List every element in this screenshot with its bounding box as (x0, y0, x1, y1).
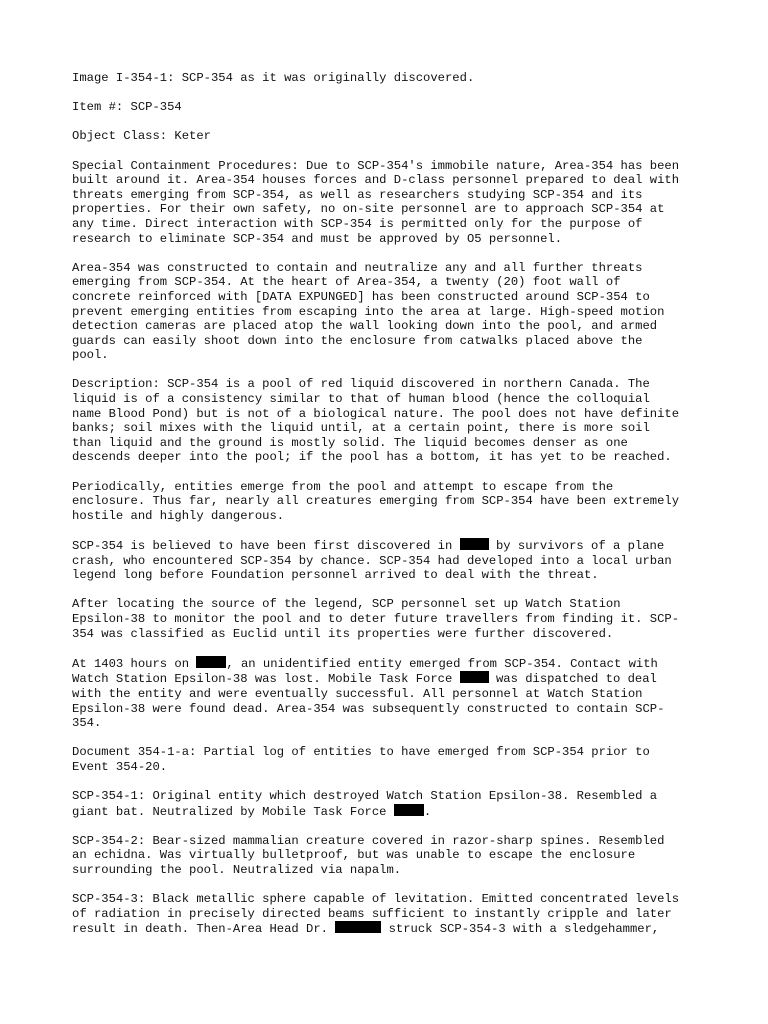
text-line: enclosure. Thus far, nearly all creatures emerging from SCP-354 have been extremely (72, 494, 680, 509)
text-line: Special Containment Procedures: Due to SCP-354's immobile nature, Area-354 has been (72, 158, 680, 173)
text-line: SCP-354-1: Original entity which destroyed Watch Station Epsilon-38. Resembled a (72, 789, 658, 804)
text-line: Event 354-20. (72, 759, 168, 774)
text-line: of radiation in precisely directed beams sufficient to instantly cripple and later (72, 906, 672, 921)
text-line: banks; soil mixes with the liquid until, at a certain point, there is more soil (72, 421, 650, 436)
image-caption-text: Image I-354-1: SCP-354 as it was originally discovered. (72, 71, 475, 85)
text-line: research to eliminate SCP-354 and must be approved by O5 personnel. (72, 231, 563, 246)
text-line: legend long before Foundation personnel arrived to deal with the threat. (72, 568, 599, 583)
description-paragraph (72, 377, 712, 465)
text-line: crash, who encountered SCP-354 by chance. SCP-354 had developed into a local urban (72, 553, 672, 568)
event-paragraph (72, 656, 712, 731)
text-line: than liquid and the ground is mostly solid. The liquid becomes denser as one (72, 435, 628, 450)
object-class (72, 129, 712, 144)
entity-3-entry (72, 892, 712, 937)
area-paragraph (72, 261, 712, 363)
image-caption (72, 71, 712, 86)
redaction-bar (460, 538, 489, 550)
text-line: Area-354 was constructed to contain and neutralize any and all further threats (72, 260, 643, 275)
text-line: Document 354-1-a: Partial log of entities to have emerged from SCP-354 prior to (72, 745, 650, 760)
text-line: built around it. Area-354 houses forces and D-class personnel prepared to deal with (72, 173, 680, 188)
text-line: After locating the source of the legend, SCP personnel set up Watch Station (72, 597, 621, 612)
text-line: name Blood Pond) but is not of a biological nature. The pool does not have definite (72, 406, 680, 421)
redaction-bar (394, 804, 424, 816)
item-number (72, 100, 712, 115)
text-line: liquid is of a consistency similar to that of human blood (hence the colloquial (72, 392, 650, 407)
text-line: guards can easily shoot down into the enclosure from catwalks placed above the (72, 333, 643, 348)
text-segment: result in death. Then-Area Head Dr. (72, 922, 336, 937)
text-line: concrete reinforced with [DATA EXPUNGED] has been constructed around SCP-354 to (72, 289, 650, 304)
text-line: Periodically, entities emerge from the pool and attempt to escape from the (72, 479, 614, 494)
text-segment: giant bat. Neutralized by Mobile Task Force (72, 804, 394, 819)
periodically-paragraph (72, 480, 712, 524)
text-line: any time. Direct interaction with SCP-354 is permitted only for the purpose of (72, 216, 643, 231)
text-line: Epsilon-38 to monitor the pool and to deter future travellers from finding it. SCP- (72, 611, 680, 626)
discovery-paragraph (72, 538, 712, 583)
text-line: detection cameras are placed atop the wall looking down into the pool, and armed (72, 319, 658, 334)
entity-1-entry (72, 789, 712, 819)
text-line: SCP-354-3: Black metallic sphere capable of levitation. Emitted concentrated levels (72, 892, 680, 907)
text-segment: , an unidentified entity emerged from SCP-354. Contact with (226, 656, 658, 671)
text-line: hostile and highly dangerous. (72, 508, 285, 523)
text-segment: by survivors of a plane (488, 539, 665, 553)
text-line: Epsilon-38 were found dead. Area-354 was subsequently constructed to contain SCP- (72, 701, 665, 716)
text-segment: At 1403 hours on (72, 656, 197, 671)
text-segment: SCP-354 is believed to have been first discovered in (72, 539, 460, 553)
watch-station-paragraph (72, 597, 712, 641)
text-line: descends deeper into the pool; if the pool has a bottom, it has yet to be reached. (72, 450, 672, 465)
redaction-bar (196, 656, 226, 668)
document-log-heading (72, 745, 712, 774)
text-line: prevent emerging entities from escaping into the area at large. High-speed motion (72, 304, 665, 319)
redaction-bar (460, 671, 489, 683)
text-line: with the entity and were eventually successful. All personnel at Watch Station (72, 686, 643, 701)
document-page (72, 71, 712, 952)
text-line: threats emerging from SCP-354, as well as researchers studying SCP-354 and its (72, 187, 643, 202)
object-class-text: Object Class: Keter (72, 129, 211, 144)
text-line: properties. For their own safety, no on-site personnel are to approach SCP-354 at (72, 202, 665, 217)
text-segment: Watch Station Epsilon-38 was lost. Mobile Task Force (72, 672, 460, 687)
text-line: 354. (72, 716, 102, 731)
text-line: SCP-354-2: Bear-sized mammalian creature covered in razor-sharp spines. Resembled (72, 833, 665, 848)
text-line: emerging from SCP-354. At the heart of Area-354, a twenty (20) foot wall of (72, 275, 621, 290)
containment-procedures-paragraph (72, 159, 712, 247)
text-line: Description: SCP-354 is a pool of red liquid discovered in northern Canada. The (72, 377, 650, 392)
text-segment: struck SCP-354-3 with a sledgehammer, (381, 922, 660, 937)
item-number-text: Item #: SCP-354 (72, 100, 182, 115)
text-line: 354 was classified as Euclid until its properties were further discovered. (72, 626, 614, 641)
text-segment: . (423, 804, 432, 819)
redaction-bar (335, 921, 381, 933)
text-segment: was dispatched to deal (488, 672, 657, 687)
text-line: an echidna. Was virtually bulletproof, but was unable to escape the enclosure (72, 848, 636, 863)
entity-2-entry (72, 834, 712, 878)
text-line: pool. (72, 348, 109, 363)
text-line: surrounding the pool. Neutralized via napalm. (72, 863, 402, 878)
